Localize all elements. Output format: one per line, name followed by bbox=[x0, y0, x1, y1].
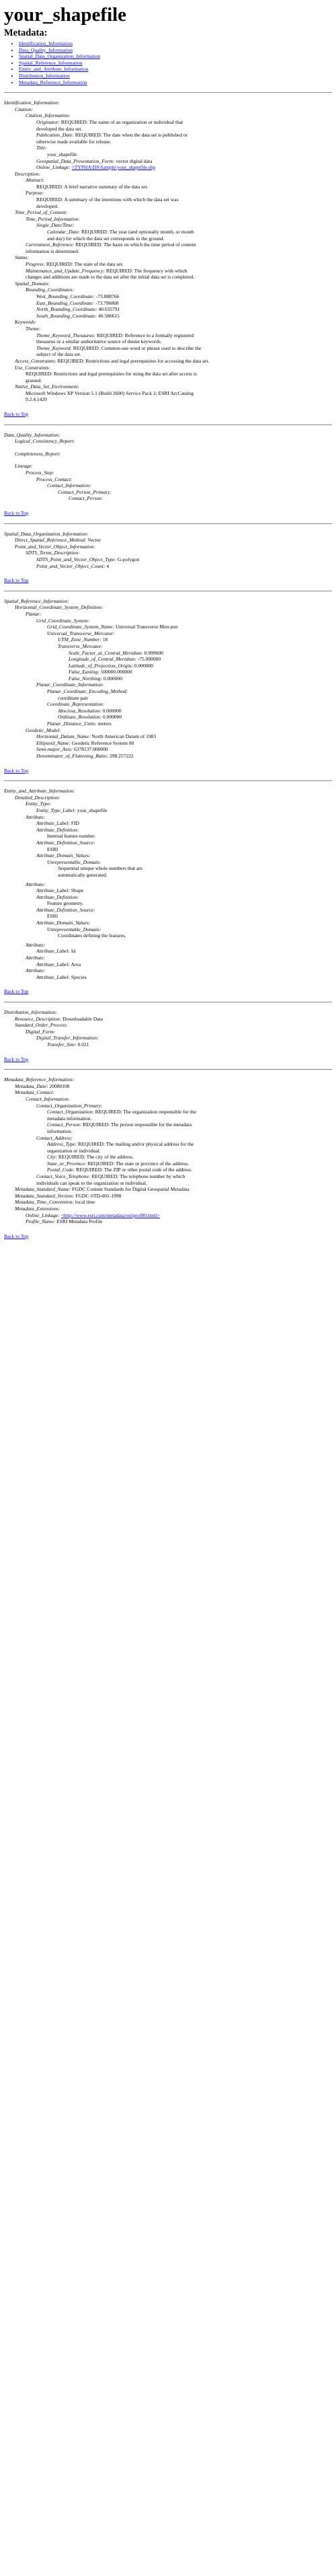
west-value: -73.888766 bbox=[95, 293, 120, 299]
purpose-value: REQUIRED: A summary of the intentions with which the data set was developed. bbox=[36, 196, 179, 209]
northing-row bbox=[69, 675, 176, 682]
std-name-label: Metadata_Standard_Name: bbox=[15, 1186, 71, 1193]
time-period-label: Time_Period_of_Content: bbox=[15, 209, 68, 216]
back-to-top-link[interactable]: Back to Top bbox=[4, 767, 29, 774]
attribute-label: Attribute: bbox=[26, 941, 46, 948]
phone-row bbox=[36, 1173, 203, 1186]
contact-person-value: REQUIRED: The person responsible for the metadata information. bbox=[47, 1121, 192, 1134]
easting-value: 500000.000000 bbox=[100, 669, 132, 675]
divider bbox=[4, 92, 332, 93]
toc-item bbox=[19, 60, 332, 67]
profile-row bbox=[26, 1218, 332, 1225]
spatial-ref-heading: Spatial_Reference_Information: bbox=[4, 597, 69, 604]
section-spatial-reference bbox=[4, 598, 332, 774]
maintenance-value: REQUIRED: The frequency with which changes and additions are made to the data set after the initial data set is completed. bbox=[26, 267, 195, 281]
scale-row bbox=[69, 650, 176, 657]
attribute-domain-label: Attribute_Domain_Values: bbox=[36, 852, 91, 859]
std-name-value: FGDC Content Standards for Digital Geospatial Metadata bbox=[72, 1186, 190, 1193]
contact-person-primary-label: Contact_Person_Primary: bbox=[58, 488, 112, 495]
originator-value: REQUIRED: The name of an organization or individual that developed the data set. bbox=[36, 118, 183, 132]
tm-label: Transverse_Mercator: bbox=[58, 642, 103, 649]
abstract-value: REQUIRED: A brief narrative summary of the data set. bbox=[36, 183, 149, 190]
utm-label: Universal_Transverse_Mercator: bbox=[47, 630, 115, 636]
access-row bbox=[15, 358, 211, 365]
back-to-top-link[interactable]: Back to Top bbox=[4, 577, 29, 584]
attribute-definition-label: Attribute_Definition: bbox=[36, 826, 79, 833]
transfer-size-row bbox=[47, 1041, 332, 1048]
west-label: West_Bounding_Coordinate: bbox=[36, 293, 95, 299]
state-label: State_or_Province: bbox=[47, 1160, 87, 1167]
data-quality-heading: Data_Quality_Information: bbox=[4, 431, 60, 438]
attribute-source-label: Attribute_Definition_Source: bbox=[36, 839, 95, 846]
contact-information-label: Contact_Information: bbox=[47, 482, 91, 489]
horizontal-label: Horizontal_Coordinate_System_Definition: bbox=[15, 604, 103, 611]
theme-keyword-label: Theme_Keyword: bbox=[36, 344, 73, 351]
attribute-label-label: Attribute_Label: bbox=[36, 973, 70, 980]
contact-person-row bbox=[47, 1121, 203, 1134]
semi-value: 6378137.000000 bbox=[74, 746, 108, 753]
toc-link-metadata-reference[interactable]: Metadata_Reference_Information bbox=[19, 79, 87, 85]
publication-date-value: REQUIRED: The date when the data set is published or otherwise made available for release. bbox=[36, 132, 188, 145]
ellipsoid-row bbox=[36, 740, 203, 747]
west-row bbox=[36, 293, 332, 300]
sdts-type-label: SDTS_Point_and_Vector_Object_Type: bbox=[36, 556, 117, 562]
back-to-top-link[interactable]: Back to Top bbox=[4, 411, 29, 418]
attribute-fid bbox=[36, 820, 171, 878]
lineage-label: Lineage: bbox=[15, 463, 33, 470]
divider bbox=[4, 1069, 332, 1070]
citation-information-label: Citation_Information: bbox=[26, 112, 71, 119]
denom-row bbox=[36, 753, 203, 760]
access-value: REQUIRED: Restrictions and legal prerequisites for accessing the data set. bbox=[57, 357, 210, 364]
lat-row bbox=[69, 663, 176, 669]
title-value: your_shapefile bbox=[47, 151, 77, 157]
attribute-definition-label: Attribute_Definition: bbox=[36, 893, 79, 900]
native-value: Microsoft Windows XP Version 5.1 (Build 2600) Service Pack 2; ESRI ArcCatalog 9.2.4.1420 bbox=[26, 390, 194, 403]
contact-org-row bbox=[47, 1109, 203, 1121]
sdts-type-value: G-polygon bbox=[117, 556, 140, 562]
planar-label: Planar: bbox=[26, 610, 42, 617]
time-convention-row bbox=[15, 1199, 332, 1206]
sdts-label: SDTS_Terms_Description: bbox=[26, 550, 80, 556]
order-label: Standard_Order_Process: bbox=[15, 1022, 68, 1029]
process-step-label: Process_Step: bbox=[26, 470, 54, 476]
divider bbox=[4, 780, 332, 781]
lat-label: Latitude_of_Projection_Origin: bbox=[69, 662, 133, 669]
transfer-size-label: Transfer_Size: bbox=[47, 1041, 77, 1047]
unrepresentable-value: Coordinates defining the features. bbox=[58, 932, 126, 939]
count-row bbox=[36, 563, 332, 570]
keywords-label: Keywords: bbox=[15, 319, 37, 326]
grid-name-label: Grid_Coordinate_System_Name: bbox=[47, 624, 115, 630]
calendar-date-value: REQUIRED: The year (and optionally month, or month and day) for which the data set corresponds to the ground. bbox=[47, 229, 194, 242]
lon-label: Longitude_of_Central_Meridian: bbox=[69, 656, 136, 663]
northing-value: 0.000000 bbox=[103, 675, 122, 682]
attribute-label-value: Id bbox=[71, 948, 76, 955]
datum-label: Horizontal_Datum_Name: bbox=[36, 733, 91, 740]
meta-date-label: Metadata_Date: bbox=[15, 1082, 48, 1089]
south-value: 40.586615 bbox=[98, 312, 120, 319]
calendar-date-row bbox=[47, 229, 200, 242]
abscissa-value: 0.000000 bbox=[102, 707, 122, 714]
progress-row bbox=[26, 261, 200, 268]
metadata-heading: Metadata: bbox=[4, 28, 48, 38]
section-spatial-organization bbox=[4, 531, 332, 584]
section-data-quality bbox=[4, 432, 332, 517]
direct-row bbox=[15, 537, 332, 544]
attribute-id bbox=[36, 948, 332, 955]
encoding-label: Planar_Coordinate_Encoding_Method: bbox=[47, 688, 128, 695]
attribute-label-label: Attribute_Label: bbox=[36, 887, 70, 894]
toc-link-distribution[interactable]: Distribution_Information bbox=[19, 72, 70, 79]
time-period-info-label: Time_Period_Information: bbox=[26, 215, 80, 222]
grid-label: Grid_Coordinate_System: bbox=[36, 617, 89, 624]
entity-heading: Entity_and_Attribute_Information: bbox=[4, 788, 75, 795]
section-distribution bbox=[4, 1009, 332, 1062]
back-to-top-link[interactable]: Back to Top bbox=[4, 988, 29, 995]
semi-row bbox=[36, 746, 203, 753]
scale-label: Scale_Factor_at_Central_Meridian: bbox=[69, 649, 143, 656]
phone-label: Contact_Voice_Telephone: bbox=[36, 1173, 91, 1180]
address-type-value: REQUIRED: The mailing and/or physical address for the organization or individual. bbox=[47, 1141, 194, 1154]
attribute-source-value: ESRI bbox=[47, 913, 58, 920]
postal-label: Postal_Code: bbox=[47, 1167, 75, 1173]
std-version-label: Metadata_Standard_Version: bbox=[15, 1192, 75, 1199]
postal-row bbox=[47, 1167, 203, 1173]
attribute-label: Attribute: bbox=[26, 967, 46, 974]
purpose-label: Purpose: bbox=[26, 190, 44, 196]
grid-name-row bbox=[47, 624, 195, 630]
abscissa-label: Abscissa_Resolution: bbox=[58, 707, 101, 714]
north-label: North_Bounding_Coordinate: bbox=[36, 306, 97, 313]
section-metadata-reference bbox=[4, 1076, 332, 1239]
datum-row bbox=[36, 733, 203, 740]
ordinate-label: Ordinate_Resolution: bbox=[58, 714, 102, 721]
abscissa-row bbox=[58, 708, 195, 714]
contact-org-value: REQUIRED: The organization responsible for the metadata information. bbox=[47, 1109, 196, 1121]
point-vector-label: Point_and_Vector_Object_Information: bbox=[15, 543, 95, 550]
thesaurus-value: REQUIRED: Reference to a formally registered thesaurus or a similar authoritative source of theme keywords. bbox=[36, 332, 194, 345]
distance-row bbox=[47, 721, 195, 727]
attribute-label: Attribute: bbox=[26, 955, 46, 961]
distance-label: Planar_Distance_Units: bbox=[47, 721, 97, 727]
online-linkage-label: Online_Linkage: bbox=[36, 164, 71, 171]
maintenance-row bbox=[26, 268, 200, 281]
currentness-label: Currentness_Reference: bbox=[26, 242, 75, 248]
ordinate-row bbox=[58, 714, 195, 721]
divider bbox=[4, 523, 332, 524]
lon-row bbox=[69, 656, 176, 663]
geospatial-row bbox=[36, 158, 191, 165]
contact-person-label: Contact_Person: bbox=[47, 1121, 82, 1128]
toc-item bbox=[19, 79, 332, 86]
toc-link-data-quality[interactable]: Data_Quality_Information bbox=[19, 46, 73, 53]
attribute-label-label: Attribute_Label: bbox=[36, 961, 70, 967]
section-entity-attribute bbox=[4, 788, 332, 995]
publication-date-row bbox=[36, 132, 191, 145]
pci-label: Planar_Coordinate_Information: bbox=[36, 682, 104, 688]
transfer-size-value: 0.021 bbox=[77, 1041, 89, 1047]
direct-label: Direct_Spatial_Reference_Method: bbox=[15, 537, 87, 544]
extensions-label: Metadata_Extensions: bbox=[15, 1206, 60, 1212]
attribute-label-value: Area bbox=[71, 961, 81, 967]
meta-ref-heading: Metadata_Reference_Information: bbox=[4, 1076, 75, 1083]
state-value: REQUIRED: The state or province of the address. bbox=[87, 1160, 189, 1167]
ext-online-row bbox=[26, 1212, 332, 1219]
easting-row bbox=[69, 669, 176, 675]
attribute-definition-value: Feature geometry. bbox=[47, 900, 84, 907]
online-linkage-row bbox=[36, 164, 191, 171]
geospatial-value: vector digital data bbox=[116, 157, 153, 164]
denom-value: 298.257222 bbox=[109, 753, 134, 759]
scale-value: 0.999600 bbox=[144, 649, 163, 656]
publication-date-label: Publication_Date: bbox=[36, 132, 74, 139]
page-title: your_shapefile bbox=[4, 4, 127, 26]
geospatial-label: Geospatial_Data_Presentation_Form: bbox=[36, 157, 115, 164]
city-label: City: bbox=[47, 1154, 57, 1161]
std-name-row bbox=[15, 1186, 211, 1193]
identification-heading: Identification_Information: bbox=[4, 100, 60, 106]
attribute-label-value: Shape bbox=[71, 887, 84, 894]
attribute-label: Attribute: bbox=[26, 813, 46, 820]
unrepresentable-label: Unrepresentable_Domain: bbox=[47, 926, 101, 932]
north-row bbox=[36, 306, 332, 313]
datum-value: North American Datum of 1983 bbox=[91, 733, 157, 740]
bounding-label: Bounding_Coordinates: bbox=[26, 287, 75, 293]
toc-item bbox=[19, 53, 332, 60]
north-value: 40.635791 bbox=[98, 306, 120, 313]
back-to-top-link[interactable]: Back to Top bbox=[4, 1056, 29, 1062]
direct-value: Vector bbox=[87, 537, 101, 544]
attribute-species bbox=[36, 974, 332, 981]
easting-label: False_Easting: bbox=[69, 669, 99, 675]
currentness-value: REQUIRED: The basis on which the time period of content information is determined. bbox=[26, 242, 196, 254]
progress-value: REQUIRED: The state of the data set. bbox=[46, 261, 124, 267]
logical-label: Logical_Consistency_Report: bbox=[15, 438, 75, 445]
time-convention-value: local time bbox=[75, 1199, 95, 1206]
grid-name-value: Universal Transverse Mercator bbox=[116, 624, 178, 630]
single-date-label: Single_Date/Time: bbox=[36, 222, 75, 229]
title-label: Title: bbox=[36, 145, 47, 151]
meta-date-row bbox=[15, 1083, 332, 1090]
online-linkage-link[interactable]: \\TYPHA\DS\Sample\your_shapefile.shp bbox=[71, 164, 156, 171]
ellipsoid-value: Geodetic Reference System 80 bbox=[71, 739, 134, 746]
count-label: Point_and_Vector_Object_Count: bbox=[36, 562, 106, 569]
east-label: East_Bounding_Coordinate: bbox=[36, 299, 95, 306]
toc-item bbox=[19, 47, 332, 54]
std-version-row bbox=[15, 1193, 332, 1200]
currentness-row bbox=[26, 242, 200, 254]
spatial-org-heading: Spatial_Data_Organization_Information: bbox=[4, 530, 89, 537]
meta-date-value: 20080108 bbox=[49, 1082, 70, 1089]
attribute-source-value: ESRI bbox=[47, 846, 58, 852]
south-row bbox=[36, 313, 332, 320]
back-to-top-link[interactable]: Back to Top bbox=[4, 1232, 29, 1239]
toc-link-spatial-organization[interactable]: Spatial_Data_Organization_Information bbox=[19, 53, 101, 60]
std-version-value: FGDC-STD-001-1998 bbox=[75, 1192, 122, 1199]
lat-value: 0.000000 bbox=[134, 662, 153, 669]
attribute-label-value: FID bbox=[71, 820, 79, 827]
use-label: Use_Constraints: bbox=[15, 364, 50, 371]
transfer-info-label: Digital_Transfer_Information: bbox=[36, 1035, 99, 1041]
meta-contact-label: Metadata_Contact: bbox=[15, 1089, 54, 1096]
utm-zone-label: UTM_Zone_Number: bbox=[58, 636, 101, 643]
count-value: 4 bbox=[106, 562, 110, 569]
theme-label: Theme: bbox=[26, 325, 41, 332]
state-row bbox=[47, 1161, 203, 1167]
entity-type-label: Entity_Type: bbox=[26, 801, 52, 807]
status-label: Status: bbox=[15, 254, 29, 261]
phone-value: REQUIRED: The telephone number by which individuals can speak to the organization or individual. bbox=[36, 1173, 185, 1186]
city-value: REQUIRED: The city of the address. bbox=[58, 1154, 134, 1161]
geodetic-label: Geodetic_Model: bbox=[26, 727, 61, 733]
ext-online-link[interactable]: <http://www.esri.com/metadata/esriprof80.html> bbox=[60, 1212, 161, 1218]
sdts-type-row bbox=[36, 556, 332, 563]
resource-label: Resource_Description: bbox=[15, 1015, 62, 1022]
contact-information-label: Contact_Information: bbox=[26, 1095, 70, 1102]
completeness-label: Completeness_Report: bbox=[15, 450, 61, 457]
toc-link-entity-attribute[interactable]: Entity_and_Attribute_Information bbox=[19, 66, 89, 73]
citation-label: Citation: bbox=[15, 106, 34, 112]
address-type-row bbox=[47, 1141, 203, 1154]
ext-online-label: Online_Linkage: bbox=[26, 1212, 60, 1218]
attribute-definition-value: Internal feature number. bbox=[47, 833, 96, 840]
ordinate-value: 0.000000 bbox=[103, 714, 122, 721]
progress-label: Progress: bbox=[26, 261, 46, 267]
originator-row bbox=[36, 119, 191, 132]
thesaurus-row bbox=[36, 332, 203, 345]
theme-keyword-row bbox=[36, 345, 203, 358]
attribute-label-value: Species bbox=[71, 973, 87, 980]
east-value: -73.796868 bbox=[95, 299, 119, 306]
originator-label: Originator: bbox=[36, 118, 60, 125]
contact-person-label: Contact_Person: bbox=[69, 495, 103, 502]
entity-type-label-value: your_shapefile bbox=[77, 807, 108, 813]
theme-keyword-value: REQUIRED: Common-use word or phrase used to describe the subject of the data set. bbox=[36, 344, 202, 358]
back-to-top-link[interactable]: Back to Top bbox=[4, 510, 29, 516]
resource-row bbox=[15, 1016, 332, 1023]
unrepresentable-label: Unrepresentable_Domain: bbox=[47, 858, 101, 865]
profile-label: Profile_Name: bbox=[26, 1218, 56, 1225]
time-convention-label: Metadata_Time_Convention: bbox=[15, 1199, 74, 1206]
process-contact-label: Process_Contact: bbox=[36, 476, 73, 482]
northing-label: False_Northing: bbox=[69, 675, 102, 682]
entity-type-label-row bbox=[36, 807, 332, 814]
ellipsoid-label: Ellipsoid_Name: bbox=[36, 739, 71, 746]
city-row bbox=[47, 1154, 203, 1161]
attribute-label-label: Attribute_Label: bbox=[36, 948, 70, 955]
toc-link-spatial-reference[interactable]: Spatial_Reference_Information bbox=[19, 59, 83, 66]
use-value: REQUIRED: Restrictions and legal prerequisites for using the data set after access is granted. bbox=[26, 371, 197, 383]
east-row bbox=[36, 300, 332, 307]
attribute-label: Attribute: bbox=[26, 881, 46, 887]
thesaurus-label: Theme_Keyword_Thesaurus: bbox=[36, 332, 96, 338]
postal-value: REQUIRED: The ZIP or other postal code of the address. bbox=[76, 1167, 193, 1173]
distribution-heading: Distribution_Information: bbox=[4, 1009, 57, 1015]
attribute-area bbox=[36, 961, 332, 968]
toc-link-identification[interactable]: Identification_Information bbox=[19, 40, 73, 46]
profile-value: ESRI Metadata Profile bbox=[56, 1218, 103, 1225]
attribute-domain-label: Attribute_Domain_Values: bbox=[36, 920, 91, 926]
utm-zone-row bbox=[58, 636, 195, 643]
calendar-date-label: Calendar_Date: bbox=[47, 229, 81, 235]
contact-org-primary-label: Contact_Organization_Primary: bbox=[36, 1102, 103, 1109]
contact-org-label: Contact_Organization: bbox=[47, 1109, 94, 1115]
semi-label: Semi-major_Axis: bbox=[36, 746, 73, 753]
attribute-label-label: Attribute_Label: bbox=[36, 820, 70, 827]
toc-item bbox=[19, 66, 332, 73]
native-label: Native_Data_Set_Environment: bbox=[15, 383, 79, 390]
coord-rep-label: Coordinate_Representation: bbox=[47, 701, 105, 708]
description-label: Description: bbox=[15, 170, 40, 177]
encoding-value: coordinate pair bbox=[58, 694, 89, 701]
maintenance-label: Maintenance_and_Update_Frequency: bbox=[26, 267, 106, 274]
detailed-label: Detailed_Description: bbox=[15, 794, 60, 801]
abstract-label: Abstract: bbox=[26, 177, 44, 184]
south-label: South_Bounding_Coordinate: bbox=[36, 312, 97, 319]
digital-form-label: Digital_Form: bbox=[26, 1028, 56, 1035]
toc-item bbox=[19, 40, 332, 47]
lon-value: -75.000000 bbox=[137, 656, 161, 663]
section-identification bbox=[4, 100, 332, 418]
attribute-source-label: Attribute_Definition_Source: bbox=[36, 906, 95, 913]
address-type-label: Address_Type: bbox=[47, 1141, 77, 1148]
toc-item bbox=[19, 73, 332, 79]
distance-value: meters bbox=[97, 721, 112, 727]
spatial-domain-label: Spatial_Domain: bbox=[15, 280, 50, 287]
access-label: Access_Constraints: bbox=[15, 357, 56, 364]
attribute-shape bbox=[36, 887, 171, 939]
resource-value: Downloadable Data bbox=[62, 1015, 103, 1022]
contact-address-label: Contact_Address: bbox=[36, 1134, 73, 1141]
unrepresentable-value: Sequential unique whole numbers that are automatically generated. bbox=[58, 865, 143, 878]
denom-label: Denominator_of_Flattening_Ratio: bbox=[36, 753, 109, 759]
toc-list bbox=[4, 40, 332, 85]
entity-type-label-label: Entity_Type_Label: bbox=[36, 807, 77, 813]
utm-zone-value: 18 bbox=[102, 636, 108, 643]
